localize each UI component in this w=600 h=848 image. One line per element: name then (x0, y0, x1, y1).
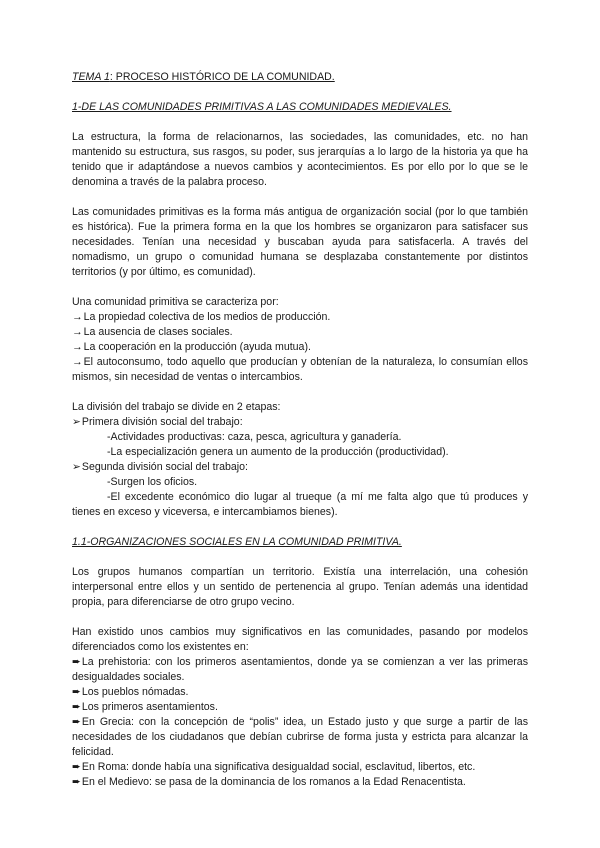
thick-arrow-icon: ➨ (72, 686, 81, 698)
list-item: →La ausencia de clases sociales. (72, 326, 233, 338)
title-number: TEMA 1 (72, 71, 110, 83)
models-intro: Han existido unos cambios muy significativos en las comunidades, pasando por modelos diferenciados como los existentes en: (72, 626, 528, 653)
paragraph-primitive-communities: Las comunidades primitivas es la forma más antigua de organización social (por lo que también es histórica). Fue la primera forma en la que los hombres se organizaron para satisfacer sus necesidades. Tenían una necesidad y buscaban ayuda para satisfacerla. A través del nomadismo, un grupo o comunidad humana se desplazaba constantemente por distintos territorios (y por último, es comunidad). (72, 206, 528, 278)
title-text: : PROCESO HISTÓRICO DE LA COMUNIDAD. (109, 71, 335, 83)
list-item: -Actividades productivas: caza, pesca, agricultura y ganadería. (107, 431, 402, 443)
list-item: ➨En el Medievo: se pasa de la dominancia de los romanos a la Edad Renacentista. (72, 776, 466, 788)
thick-arrow-icon: ➨ (72, 701, 81, 713)
list-item: ➨En Grecia: con la concepción de “polis” idea, un Estado justo y que surge a partir de las necesidades de los ciudadanos que debían cubrirse de forma justa y estricta para alcanzar la felicidad. (72, 716, 528, 758)
characteristics-intro: Una comunidad primitiva se caracteriza por: (72, 296, 279, 308)
list-item: ➨Los primeros asentamientos. (72, 701, 218, 713)
models-list (72, 655, 528, 790)
paragraph-human-groups: Los grupos humanos compartían un territorio. Existía una interrelación, una cohesión interpersonal entre ellos y un sentido de pertenencia al grupo. Tenían además una identidad propia, para diferenciarse de otro grupo vecino. (72, 566, 528, 608)
document-title (72, 70, 528, 85)
thick-arrow-icon: ➨ (72, 761, 81, 773)
list-item: ➨La prehistoria: con los primeros asentamientos, donde ya se comienzan a ver las primeras desigualdades sociales. (72, 656, 528, 683)
section-heading-1-1: 1.1-ORGANIZACIONES SOCIALES EN LA COMUNIDAD PRIMITIVA. (72, 536, 402, 548)
list-item: -El excedente económico dio lugar al trueque (a mí me falta algo que tú produces y tienes en exceso y viceversa, e intercambiamos bienes). (72, 491, 528, 518)
paragraph-process: La estructura, la forma de relacionarnos, las sociedades, las comunidades, etc. no han mantenido su estructura, sus rasgos, su poder, sus jerarquías a lo largo de la historia ya que ha tenido que ir adaptándose a nuevos cambios y acontecimientos. Es por ello por lo que se le denomina a través de la palabra proceso. (72, 131, 528, 188)
list-item: ➨En Roma: donde había una significativa desigualdad social, esclavitud, libertos, etc. (72, 761, 476, 773)
division-second-title: ➢Segunda división social del trabajo: (72, 461, 248, 473)
division-first-title: ➢Primera división social del trabajo: (72, 416, 243, 428)
thick-arrow-icon: ➨ (72, 656, 81, 668)
characteristics-list (72, 310, 528, 385)
thick-arrow-icon: ➨ (72, 716, 81, 728)
thick-arrow-icon: ➨ (72, 776, 81, 788)
arrow-icon: → (72, 356, 83, 368)
arrow-icon: → (72, 311, 83, 323)
list-item: -La especialización genera un aumento de la producción (productividad). (107, 446, 449, 458)
arrow-icon: → (72, 326, 83, 338)
division-intro: La división del trabajo se divide en 2 etapas: (72, 401, 281, 413)
list-item: →La cooperación en la producción (ayuda mutua). (72, 341, 311, 353)
list-item: →El autoconsumo, todo aquello que producían y obtenían de la naturaleza, lo consumían ellos mismos, sin necesidad de ventas o intercambios. (72, 356, 528, 383)
bullet-arrow-icon: ➢ (72, 461, 81, 473)
bullet-arrow-icon: ➢ (72, 416, 81, 428)
arrow-icon: → (72, 341, 83, 353)
list-item: ➨Los pueblos nómadas. (72, 686, 189, 698)
list-item: →La propiedad colectiva de los medios de producción. (72, 311, 331, 323)
list-item: -Surgen los oficios. (107, 476, 198, 488)
section-heading-1: 1-DE LAS COMUNIDADES PRIMITIVAS A LAS COMUNIDADES MEDIEVALES. (72, 101, 452, 113)
